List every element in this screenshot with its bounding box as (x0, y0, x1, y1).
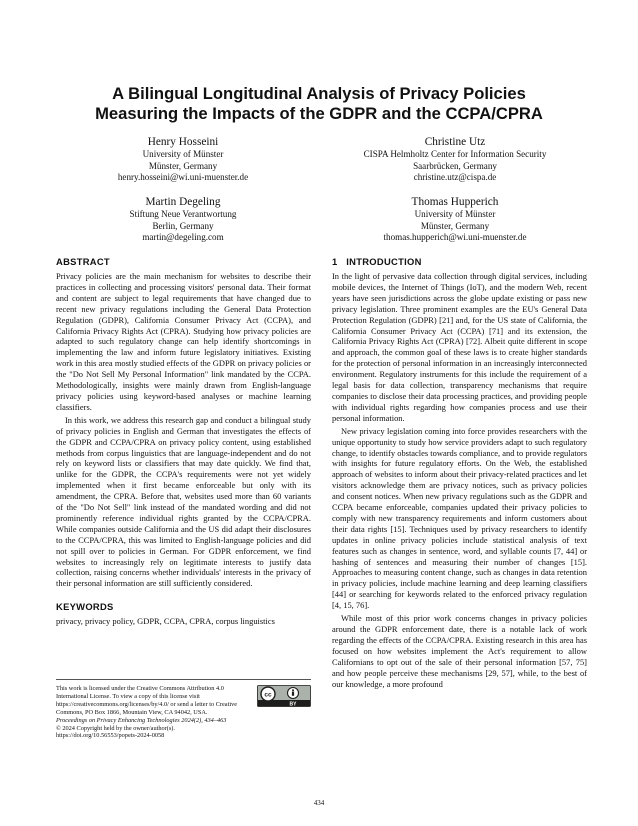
keywords-text: privacy, privacy policy, GDPR, CCPA, CPRA, corpus linguistics (56, 616, 275, 627)
page-number: 434 (313, 799, 325, 807)
author-name: Henry Hosseini (147, 136, 219, 148)
title-line-2: Measuring the Impacts of the GDPR and the CCPA/CPRA (95, 104, 543, 123)
doi-link[interactable]: https://doi.org/10.56553/popets-2024-0058 (56, 732, 165, 740)
author-block (58, 195, 308, 244)
svg-text:cc: cc (264, 691, 272, 699)
author-location: Münster, Germany (148, 160, 218, 171)
author-location: Münster, Germany (420, 220, 490, 231)
left-column (56, 256, 311, 627)
paper-title (40, 84, 598, 124)
author-email[interactable]: thomas.hupperich@wi.uni-muenster.de (383, 232, 527, 243)
author-block (58, 135, 308, 184)
copyright-line: © 2024 Copyright held by the owner/author(s). (56, 724, 175, 732)
cc-by-license-icon (257, 685, 311, 707)
introduction-heading: 1 INTRODUCTION (332, 256, 422, 267)
abstract-paragraph: In this work, we address this research gap and conduct a bilingual study of privacy policies in English and German that investigates the effects of the GDPR and CCPA/CPRA on privacy policy content, using established methods from corpus linguistics that are language-independent and do not rely on keyword lists or classifiers that may date quickly. We find that, unlike for the GDPR, the CCPA's requirements were not yet widely implemented when it first became enforceable but only with its amendment, the CPRA. Before that, websites used more than 60 variants of the "Do Not Sell" link instead of the mandated wording and did not prominently reference individual rights granted by the CCPA/CPRA. While companies outside California and the US did adapt their disclosures to the CCPA/CPRA, this was limited to English-language policies and did not spill over to policies in German. For GDPR enforcement, we find websites to increasingly rely on legitimate interests to justify data collection, raising concerns whether individuals' interests in the privacy of their personal information are still sufficiently considered. (56, 414, 311, 589)
author-affiliation: CISPA Helmholtz Center for Information Security (363, 149, 547, 159)
author-location: Saarbrücken, Germany (413, 160, 497, 171)
abstract-heading: ABSTRACT (56, 256, 110, 267)
proceedings-line: Proceedings on Privacy Enhancing Technologies 2024(2), 434–463 (56, 716, 227, 724)
keywords-heading: KEYWORDS (56, 601, 114, 613)
author-name: Thomas Hupperich (411, 196, 499, 208)
author-location: Berlin, Germany (152, 220, 214, 231)
license-footnote (56, 679, 311, 740)
abstract-paragraph: Privacy policies are the main mechanism for websites to describe their practices in collecting and processing visitors' personal data. Their format and content are subject to legal requirements that have changed due to recent new privacy regulations including the General Data Protection Regulation (GDPR), California Consumer Privacy Act (CCPA), and California Privacy Rights Act (CPRA). Studying how privacy policies are adapted to such regulatory change can help identify shortcomings in implementing the law and inform future legislatory initiatives. Existing work in this area mostly studied effects of the GDPR on privacy policies or the "Do Not Sell My Personal Information" link mandated by the CCPA. Methodologically, insights were mainly drawn from English-language privacy policies using keyword-based analyses or machine learning classifiers. (56, 271, 311, 412)
author-email[interactable]: christine.utz@cispa.de (413, 172, 497, 183)
author-block (330, 195, 580, 244)
license-text: This work is licensed under the Creative Commons Attribution 4.0 International License. To view a copy of this license visit https://creativecommons.org/licenses/by/4.0/ or send a letter to Creative Commons, PO Box 1866, Mountain View, CA 94042, USA. (56, 685, 238, 716)
author-block (330, 135, 580, 184)
title-line-1: A Bilingual Longitudinal Analysis of Privacy Policies (112, 84, 526, 103)
author-email[interactable]: henry.hosseini@wi.uni-muenster.de (117, 172, 249, 183)
author-name: Christine Utz (424, 136, 486, 148)
right-column (332, 256, 587, 689)
introduction-paragraph: While most of this prior work concerns changes in privacy policies around the GDPR enforcement date, there is a notable lack of work regarding the effects of the CCPA/CPRA. Existing research in this area has focused on how websites implement the Act's requirement to allow Californians to opt out of the sale of their personal information [57, 75] and how people perceive these mechanisms [29, 57], while, to the best of our knowledge, a more profound (332, 613, 587, 689)
cc-badge-label: BY (289, 701, 297, 707)
author-affiliation: University of Münster (142, 149, 224, 159)
author-affiliation: University of Münster (414, 209, 496, 219)
author-email[interactable]: martin@degeling.com (142, 232, 224, 243)
introduction-paragraph: New privacy legislation coming into force provides researchers with the unique opportunity to study how service providers adapt to such regulatory change, to identify obstacles towards compliance, and to provide regulators with insights for future regulatory efforts. On the Web, the established approach of websites to inform about their privacy-related practices and let visitors acknowledge them are privacy notices, such as privacy policies and consent notices. When new privacy regulations such as the GDPR and CCPA became enforceable, companies updated their privacy policies to comply with new transparency requirements and inform customers about their data rights [15]. Techniques used by privacy researchers to identify updates in online privacy policies include statistical analysis of text features such as changes in sentence, word, and syllable counts [7, 44] or hashing of sentences and measuring their number of changes [15]. Approaches to measuring content change, such as changes in data retention in privacy policies, include machine learning and deep learning classifiers [44] or searching for keywords related to the enforced privacy regulation [4, 15, 76]. (332, 425, 587, 611)
introduction-paragraph: In the light of pervasive data collection through digital services, including mobile devices, the Internet of Things (IoT), and the modern Web, recent years have seen jurisdictions across the globe update existing or pass new privacy legislation. Three prominent examples are the EU's General Data Protection Regulation (GDPR) [21] and, for the US state of California, the California Consumer Privacy Act (CCPA) [71] and its extension, the California Privacy Rights Act (CPRA) [72]. Albeit quite different in scope and approach, the common goal of these laws is to create higher standards for the protection of personal information in an increasingly interconnected environment. Regulatory instruments for this include the requirement of a legal basis for data collection, transparency mechanisms that require companies to disclose their data processing practices, and providing people with individual rights regarding how companies process and use their personal information. (332, 271, 587, 423)
author-name: Martin Degeling (145, 196, 221, 208)
author-affiliation: Stiftung Neue Verantwortung (129, 209, 237, 219)
